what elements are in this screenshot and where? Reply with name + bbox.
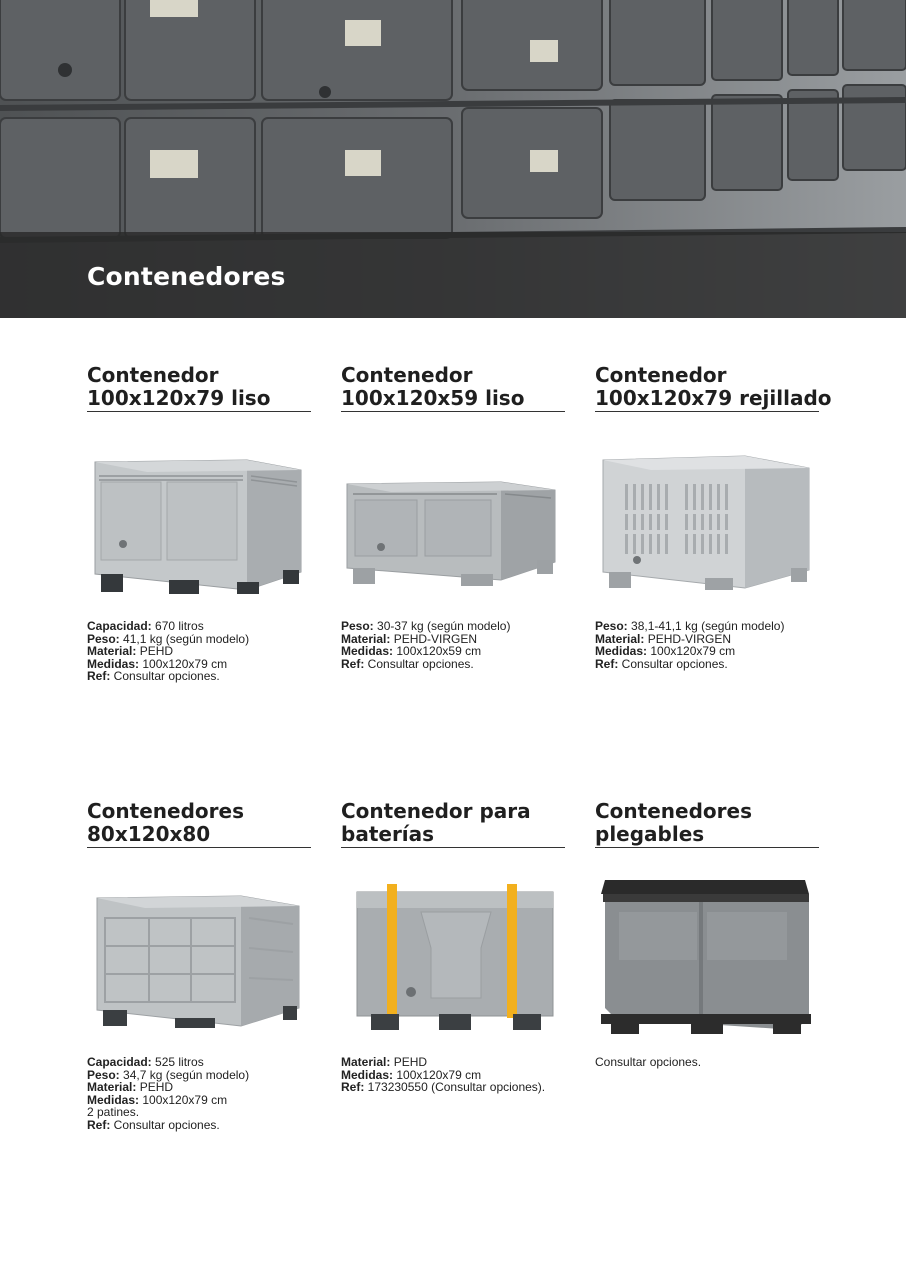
product-title-line2: 100x120x79 liso (87, 386, 271, 410)
product-card-smooth-59 (341, 364, 565, 670)
product-specs (595, 620, 819, 670)
spec-line: Material: PEHD-VIRGEN (341, 631, 478, 646)
product-title-line1: Contenedor (595, 363, 727, 387)
product-specs (341, 620, 565, 670)
spec-line: Peso: 34,7 kg (según modelo) (87, 1067, 250, 1082)
spec-line: Medidas: 100x120x79 cm (341, 1067, 482, 1082)
spec-line: Ref: Consultar opciones. (341, 656, 474, 671)
product-card-foldable (595, 800, 819, 1069)
product-title (87, 364, 311, 412)
product-specs (87, 620, 311, 683)
product-title (87, 800, 311, 848)
container-smooth-icon (87, 432, 311, 602)
spec-line: Peso: 30-37 kg (según modelo) (341, 619, 511, 633)
product-title-line1: Contenedores (595, 799, 752, 823)
spec-line: Medidas: 100x120x79 cm (87, 656, 228, 671)
spec-line: 2 patines. (87, 1105, 140, 1119)
container-low-icon (341, 432, 565, 602)
spec-line: Peso: 41,1 kg (según modelo) (87, 631, 250, 646)
spec-line: Capacidad: 670 litros (87, 619, 204, 633)
product-title (341, 800, 565, 848)
product-title-line2: 80x120x80 (87, 822, 211, 846)
product-card-perforated (595, 363, 832, 671)
product-title-line1: Contenedor (341, 363, 473, 387)
product-card-battery (341, 800, 565, 1094)
spec-line: Material: PEHD-VIRGEN (595, 631, 732, 646)
spec-line: Material: PEHD (87, 644, 174, 658)
spec-line: Peso: 38,1-41,1 kg (según modelo) (595, 619, 785, 633)
battery-container-icon (341, 868, 565, 1038)
spec-line: Material: PEHD (341, 1055, 428, 1069)
container-ribbed-icon (87, 868, 311, 1038)
product-title-line2: plegables (595, 822, 705, 846)
spec-line: Consultar opciones. (595, 1055, 702, 1069)
spec-line: Ref: Consultar opciones. (595, 656, 728, 671)
product-title-line2: 100x120x79 rejillado (595, 386, 832, 410)
foldable-container-icon (595, 868, 819, 1038)
product-card-smooth-79 (87, 364, 311, 683)
product-specs (341, 1056, 565, 1094)
spec-line: Material: PEHD (87, 1080, 174, 1094)
spec-line: Medidas: 100x120x79 cm (595, 644, 736, 658)
spec-line: Medidas: 100x120x59 cm (341, 644, 482, 658)
spec-line: Ref: 173230550 (Consultar opciones). (341, 1080, 546, 1094)
page-title: Contenedores (87, 262, 286, 291)
product-title-line1: Contenedor (87, 363, 219, 387)
product-title (595, 800, 819, 848)
spec-line: Ref: Consultar opciones. (87, 669, 220, 683)
product-specs (595, 1056, 819, 1069)
container-perforated-icon (595, 432, 819, 602)
spec-line: Medidas: 100x120x79 cm (87, 1092, 228, 1107)
product-title (595, 363, 832, 412)
spec-line: Ref: Consultar opciones. (87, 1117, 220, 1132)
hero-banner (0, 0, 906, 318)
product-title-line2: baterías (341, 822, 435, 846)
product-specs (87, 1056, 311, 1131)
product-title-line2: 100x120x59 liso (341, 386, 525, 410)
spec-line: Capacidad: 525 litros (87, 1055, 204, 1069)
product-title-line1: Contenedor para (341, 799, 531, 823)
product-title-line1: Contenedores (87, 799, 244, 823)
product-card-80x120x80 (87, 800, 311, 1131)
product-title (341, 364, 565, 412)
